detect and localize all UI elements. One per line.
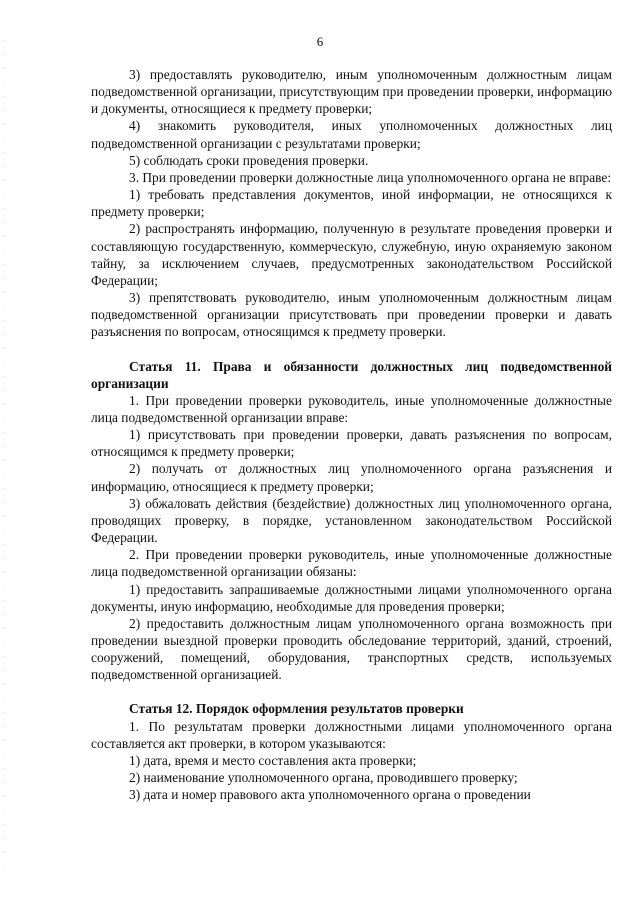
paragraph: 2. При проведении проверки руководитель, иные уполномоченные должностные лица подведомственной организации обязаны: bbox=[91, 547, 612, 580]
paragraph: 1) предоставить запрашиваемые должностными лицами уполномоченного органа документы, иную информацию, необходимые для проведения проверки; bbox=[91, 581, 612, 614]
section-spacer bbox=[91, 341, 612, 358]
paragraph: 1) дата, время и место составления акта проверки; bbox=[129, 752, 417, 768]
paragraph: 1. По результатам проверки должностными лицами уполномоченного органа составляется акт проверки, в котором указываются: bbox=[91, 718, 612, 751]
page-number: 6 bbox=[316, 34, 324, 49]
paragraph: 2) распространять информацию, полученную в результате проведения проверки и составляющую государственную, коммерческую, служебную, иную охраняемую законом тайну, за исключением случаев, предусмотренных законодательством Российской Федерации; bbox=[91, 221, 612, 288]
paragraph: 3) препятствовать руководителю, иным уполномоченным должностным лицам подведомственной организации присутствовать при проведении проверки и давать разъяснения по вопросам, относящимся к предмету проверки. bbox=[91, 290, 612, 340]
paragraph: 3) обжаловать действия (бездействие) должностных лиц уполномоченного органа, проводящих проверку, в порядке, установленном законодательством Российской Федерации. bbox=[91, 495, 612, 546]
document-body bbox=[91, 66, 612, 803]
paragraph: 2) предоставить должностным лицам уполномоченного органа возможность при проведении выездной проверки проводить обследование территорий, зданий, строений, сооружений, помещений, оборудования, транспортных средств, используемых подведомственной организацией. bbox=[91, 615, 612, 683]
paragraph: 2) наименование уполномоченного органа, проводившего проверку; bbox=[129, 770, 518, 786]
paragraph: 1) присутствовать при проведении проверки, давать разъяснения по вопросам, относящимся к предмету проверки; bbox=[91, 427, 612, 460]
paragraph: 2) получать от должностных лиц уполномоченного органа разъяснения и информацию, относящиеся к предмету проверки; bbox=[91, 461, 612, 494]
section-spacer bbox=[91, 683, 612, 700]
scan-edge-marks bbox=[3, 40, 5, 880]
article-heading: Статья 12. Порядок оформления результатов проверки bbox=[129, 701, 464, 717]
paragraph: 4) знакомить руководителя, иных уполномоченных должностных лиц подведомственной организации с результатами проверки; bbox=[91, 118, 612, 151]
paragraph: 3) предоставлять руководителю, иным уполномоченным должностным лицам подведомственной организации, присутствующим при проведении проверки, информацию и документы, относящиеся к предмету проверки; bbox=[91, 67, 612, 117]
paragraph: 3) дата и номер правового акта уполномоченного органа о проведении bbox=[129, 787, 531, 803]
paragraph: 3. При проведении проверки должностные лица уполномоченного органа не вправе: bbox=[129, 169, 612, 185]
article-heading: Статья 11. Права и обязанности должностных лиц подведомственной организации bbox=[91, 358, 612, 391]
paragraph: 1. При проведении проверки руководитель, иные уполномоченные должностные лица подведомственной организации вправе: bbox=[91, 392, 612, 425]
paragraph: 1) требовать представления документов, иной информации, не относящихся к предмету проверки; bbox=[91, 187, 612, 220]
paragraph: 5) соблюдать сроки проведения проверки. bbox=[129, 152, 369, 168]
